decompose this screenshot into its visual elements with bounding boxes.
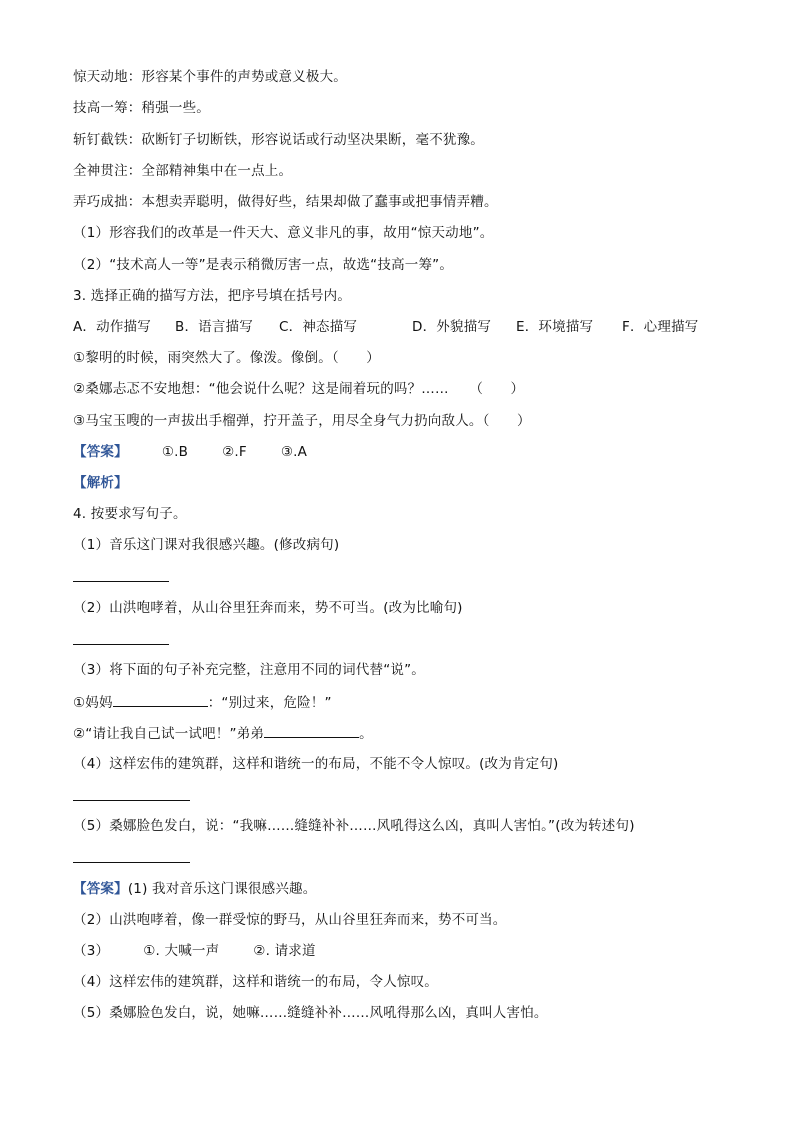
option-b: B．语言描写 — [175, 319, 253, 335]
question-4-sentence-2: （2）山洪咆哮着，从山谷里狂奔而来，势不可当。(改为比喻句) — [73, 600, 463, 616]
question-4-title: 4. 按要求写句子。 — [73, 506, 187, 522]
answer-tag: 【答案】 — [73, 881, 128, 897]
option-a: A．动作描写 — [73, 319, 151, 335]
question-4-answer-4: （4）这样宏伟的建筑群，这样和谐统一的布局，令人惊叹。 — [73, 974, 438, 990]
option-c: C．神态描写 — [279, 319, 358, 335]
definition-line: 技高一筹：稍强一些。 — [73, 100, 210, 116]
answer-item: ①.B — [161, 444, 189, 460]
definition-line: 弄巧成拙：本想卖弄聪明，做得好些，结果却做了蠢事或把事情弄糟。 — [73, 194, 498, 210]
explanation-line: （2）“技术高人一等”是表示稍微厉害一点，故选“技高一筹”。 — [73, 257, 454, 273]
analysis-tag: 【解析】 — [73, 475, 128, 491]
definition-line: 惊天动地：形容某个事件的声势或意义极大。 — [73, 69, 347, 85]
fill-blank[interactable] — [264, 723, 359, 738]
question-4-sentence-3: （3）将下面的句子补充完整，注意用不同的词代替“说”。 — [73, 662, 425, 678]
question-4-answer-3: （3） ①. 大喊一声 ②. 请求道 — [73, 943, 316, 959]
answer-item: ②.F — [222, 444, 247, 460]
question-3-item: ③马宝玉嗖的一声拔出手榴弹，拧开盖子，用尽全身气力扔向敌人。（ ） — [73, 413, 531, 429]
definition-line: 全神贯注：全部精神集中在一点上。 — [73, 163, 293, 179]
question-3-item: ②桑娜忐忑不安地想：“他会说什么呢？这是闹着玩的吗？…… （ ） — [73, 381, 525, 397]
question-4-fill-a: ①妈妈 ：“别过来，危险！” — [73, 692, 332, 712]
question-4-fill-b: ②“请让我自己试一试吧！”弟弟 。 — [73, 723, 373, 743]
answer-blank-line — [73, 800, 190, 801]
answer-blank-line — [73, 644, 169, 645]
fill-blank[interactable] — [113, 692, 208, 707]
question-4-answer-2: （2）山洪咆哮着，像一群受惊的野马，从山谷里狂奔而来，势不可当。 — [73, 912, 507, 928]
question-4-sentence-5: （5）桑娜脸色发白，说：“我嘛……缝缝补补……风吼得这么凶，真叫人害怕。”(改为转述句) — [73, 818, 635, 834]
explanation-line: （1）形容我们的改革是一件天大、意义非凡的事，故用“惊天动地”。 — [73, 225, 494, 241]
answer-blank-line — [73, 581, 169, 582]
question-4-answer-1: 【答案】(1) 我对音乐这门课很感兴趣。 — [73, 881, 317, 897]
question-3-item: ①黎明的时候，雨突然大了。像泼。像倒。（ ） — [73, 350, 380, 366]
answer-blank-line — [73, 862, 190, 863]
question-3-title: 3. 选择正确的描写方法，把序号填在括号内。 — [73, 288, 352, 304]
question-4-sentence-1: （1）音乐这门课对我很感兴趣。(修改病句) — [73, 537, 340, 553]
option-e: E．环境描写 — [516, 319, 594, 335]
answer-item: ③.A — [280, 444, 308, 460]
option-f: F．心理描写 — [622, 319, 699, 335]
question-3-answer — [73, 443, 307, 461]
question-4-answer-5: （5）桑娜脸色发白，说，她嘛……缝缝补补……风吼得那么凶，真叫人害怕。 — [73, 1005, 548, 1021]
question-3-options — [73, 318, 698, 336]
definition-line: 斩钉截铁：砍断钉子切断铁，形容说话或行动坚决果断，毫不犹豫。 — [73, 132, 484, 148]
answer-tag: 【答案】 — [73, 444, 128, 460]
option-d: D．外貌描写 — [412, 319, 492, 335]
question-4-sentence-4: （4）这样宏伟的建筑群，这样和谐统一的布局，不能不令人惊叹。(改为肯定句) — [73, 756, 559, 772]
